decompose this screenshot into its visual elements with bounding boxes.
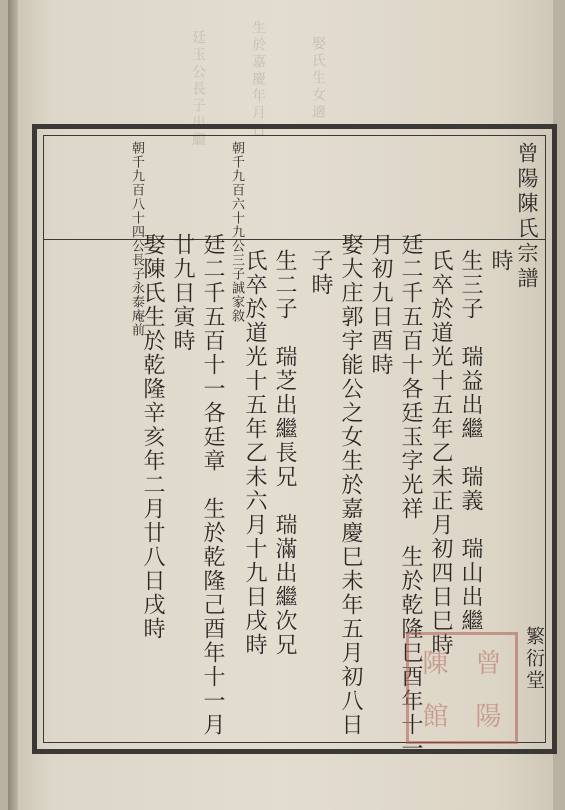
top-note: 朝千九百八十四公長子永泰庵前 (129, 141, 144, 337)
text-column: 娶陳氏生於乾隆辛亥年二月廿八日戌時 (140, 233, 165, 641)
text-column: 廿九日寅時 (170, 233, 195, 353)
bleed-through-text: 生於嘉慶年月日 (250, 20, 266, 139)
text-column: 氏卒於道光十五年乙未六月十九日戌時 (242, 249, 267, 657)
text-column: 生三子 瑞益出繼 瑞義 瑞山出繼 (458, 249, 483, 633)
genealogy-page (8, 0, 553, 810)
header-divider (43, 239, 546, 240)
page-margin-mark: 繁衍堂 (523, 626, 545, 692)
text-column: 月初九日酉時 (368, 233, 393, 377)
seal-char: 曾 (475, 649, 502, 679)
text-column: 生二子 瑞芝出繼長兄 瑞滿出繼次兄 (272, 249, 297, 657)
text-column: 廷二千五百十一各廷章 生於乾隆己酉年十一月 (200, 233, 225, 737)
seal-char: 館 (422, 702, 449, 732)
text-column: 娶大庄郭宇能公之女生於嘉慶巳未年五月初八日 (338, 233, 363, 737)
page-title: 曾陽陳氏宗譜 (515, 142, 539, 292)
bleed-through-text: 廷玉公長子出繼 (190, 30, 206, 149)
text-column: 子時 (308, 249, 333, 297)
seal-char: 陳 (422, 649, 449, 679)
text-column: 氏卒於道光十五年乙未正月初四日巳時 (428, 249, 453, 657)
text-column: 廷二千五百十各廷玉字光祥 生於乾隆巳酉年十一 (398, 233, 423, 761)
text-column: 時 (488, 249, 513, 273)
book-spine (8, 0, 18, 810)
bleed-through-text: 娶氏生女適 (310, 36, 326, 121)
top-note: 朝千九百六十九公三子誠家敘 (229, 141, 244, 323)
seal-char: 陽 (475, 702, 502, 732)
red-seal-stamp (406, 632, 518, 744)
